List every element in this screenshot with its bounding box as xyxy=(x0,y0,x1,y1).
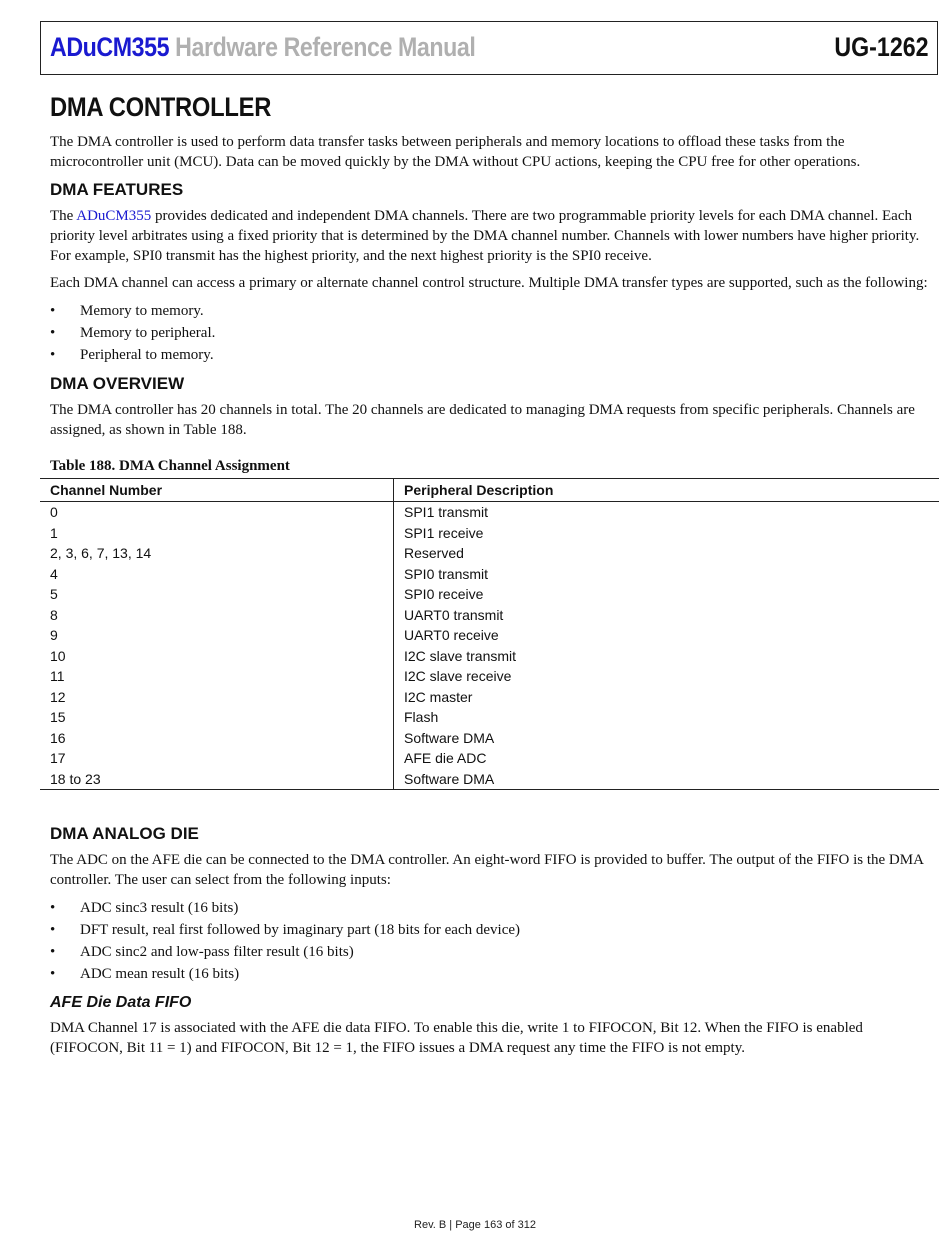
table-row xyxy=(40,728,939,749)
list-item xyxy=(50,344,930,366)
channel-number-cell: 8 xyxy=(40,605,394,626)
section-title: DMA CONTROLLER xyxy=(50,92,272,122)
channel-number-cell: 18 to 23 xyxy=(40,769,394,790)
input-options-list xyxy=(50,897,930,985)
overview-paragraph: The DMA controller has 20 channels in total. The 20 channels are dedicated to managing DMA requests from specific peripherals. Channels are assigned, as shown in Table 188. xyxy=(50,402,915,438)
peripheral-description-cell: I2C slave receive xyxy=(404,668,512,684)
table-row xyxy=(40,584,939,605)
table-caption: Table 188. DMA Channel Assignment xyxy=(50,458,290,474)
bullet-icon: • xyxy=(50,900,56,916)
features-p1-post: provides dedicated and independent DMA channels. There are two programmable priority levels for each DMA channel. Each priority level arbitrates using a fixed priority that is determined by the DMA channel number. Channels with lower numbers have higher priority. For example, SPI0 transmit has the highest priority, and the next highest priority is the SPI0 receive. xyxy=(50,208,920,264)
peripheral-description-cell: AFE die ADC xyxy=(404,750,487,766)
column-header-description: Peripheral Description xyxy=(394,479,940,502)
peripheral-description-cell: SPI1 transmit xyxy=(404,504,489,520)
peripheral-description-cell: Flash xyxy=(404,709,439,725)
table-row xyxy=(40,748,939,769)
peripheral-description-cell: SPI0 transmit xyxy=(404,565,489,582)
intro-paragraph: The DMA controller is used to perform data transfer tasks between peripherals and memory locations to offload these tasks from the microcontroller unit (MCU). Data can be moved quickly by the DMA without CPU actions, keeping the CPU free for other operations. xyxy=(50,134,861,170)
list-item-text: Peripheral to memory. xyxy=(80,347,214,363)
channel-number-cell: 4 xyxy=(40,564,394,585)
peripheral-description-cell: SPI1 receive xyxy=(404,524,484,541)
channel-number-cell: 5 xyxy=(40,584,394,605)
table-row xyxy=(40,625,939,646)
features-paragraph-1 xyxy=(50,206,930,266)
channel-number-cell: 9 xyxy=(40,625,394,646)
bullet-icon: • xyxy=(50,966,56,982)
table-row xyxy=(40,707,939,728)
list-item xyxy=(50,897,930,919)
analog-paragraph-1: The ADC on the AFE die can be connected to the DMA controller. An eight-word FIFO is provided to buffer. The output of the FIFO is the DMA controller. The user can select from the following inputs: xyxy=(50,852,924,888)
fifo-paragraph: DMA Channel 17 is associated with the AFE die data FIFO. To enable this die, write 1 to FIFOCON, Bit 12. When the FIFO is enabled (FIFOCON, Bit 11 = 1) and FIFOCON, Bit 12 = 1, the FIFO issues a DMA request any time the FIFO is not empty. xyxy=(50,1020,863,1056)
table-header-row xyxy=(40,479,939,502)
peripheral-description-cell: I2C slave transmit xyxy=(404,647,517,664)
column-header-channel: Channel Number xyxy=(40,479,394,502)
header-product-name: ADuCM355 xyxy=(50,32,170,62)
features-paragraph-2: Each DMA channel can access a primary or alternate channel control structure. Multiple DMA transfer types are supported, such as the following: xyxy=(50,275,928,291)
table-row xyxy=(40,502,939,523)
channel-number-cell: 15 xyxy=(40,707,394,728)
list-item-text: Memory to peripheral. xyxy=(80,325,216,341)
peripheral-description-cell: Reserved xyxy=(404,545,464,561)
table-body xyxy=(40,502,939,790)
list-item-text: DFT result, real first followed by imaginary part (18 bits for each device) xyxy=(80,922,521,938)
bullet-icon: • xyxy=(50,303,56,319)
features-p1-pre: The xyxy=(50,208,77,224)
table-row xyxy=(40,666,939,687)
fifo-subheading: AFE Die Data FIFO xyxy=(50,994,192,1011)
header-manual-name: Hardware Reference Manual xyxy=(175,32,476,62)
list-item xyxy=(50,300,930,322)
table-row xyxy=(40,646,939,667)
analog-heading: DMA ANALOG DIE xyxy=(50,824,199,843)
channel-number-cell: 16 xyxy=(40,728,394,749)
table-row xyxy=(40,687,939,708)
peripheral-description-cell: UART0 receive xyxy=(404,627,499,643)
bullet-icon: • xyxy=(50,347,56,363)
list-item-text: ADC mean result (16 bits) xyxy=(80,966,240,982)
features-heading: DMA FEATURES xyxy=(50,180,184,199)
list-item xyxy=(50,919,930,941)
table-row xyxy=(40,564,939,585)
bullet-icon: • xyxy=(50,325,56,341)
list-item-text: ADC sinc3 result (16 bits) xyxy=(80,900,239,916)
list-item-text: ADC sinc2 and low-pass filter result (16 bits) xyxy=(80,944,354,960)
table-row xyxy=(40,605,939,626)
channel-number-cell: 12 xyxy=(40,687,394,708)
channel-number-cell: 0 xyxy=(40,502,394,523)
bullet-icon: • xyxy=(50,922,56,938)
peripheral-description-cell: Software DMA xyxy=(394,769,940,790)
channel-number-cell: 11 xyxy=(40,666,394,687)
channel-number-cell: 10 xyxy=(40,646,394,667)
peripheral-description-cell: Software DMA xyxy=(404,729,495,746)
peripheral-description-cell: I2C master xyxy=(404,688,473,705)
bullet-icon: • xyxy=(50,944,56,960)
peripheral-description-cell: SPI0 receive xyxy=(404,586,484,602)
header-title xyxy=(50,32,475,63)
peripheral-description-cell: UART0 transmit xyxy=(404,606,504,623)
channel-table-wrapper xyxy=(40,478,939,790)
header-doc-id: UG-1262 xyxy=(834,32,929,62)
page-content xyxy=(50,92,930,1065)
product-link[interactable]: ADuCM355 xyxy=(76,208,152,224)
page-header xyxy=(40,21,938,75)
channel-number-cell: 2, 3, 6, 7, 13, 14 xyxy=(40,543,394,564)
page-footer: Rev. B | Page 163 of 312 xyxy=(414,1219,536,1231)
list-item-text: Memory to memory. xyxy=(80,303,204,319)
table-row xyxy=(40,769,939,790)
table-row xyxy=(40,523,939,544)
table-row xyxy=(40,543,939,564)
channel-number-cell: 1 xyxy=(40,523,394,544)
channel-number-cell: 17 xyxy=(40,748,394,769)
list-item xyxy=(50,941,930,963)
transfer-types-list xyxy=(50,300,930,366)
list-item xyxy=(50,963,930,985)
channel-assignment-table xyxy=(40,478,939,790)
list-item xyxy=(50,322,930,344)
overview-heading: DMA OVERVIEW xyxy=(50,374,185,393)
